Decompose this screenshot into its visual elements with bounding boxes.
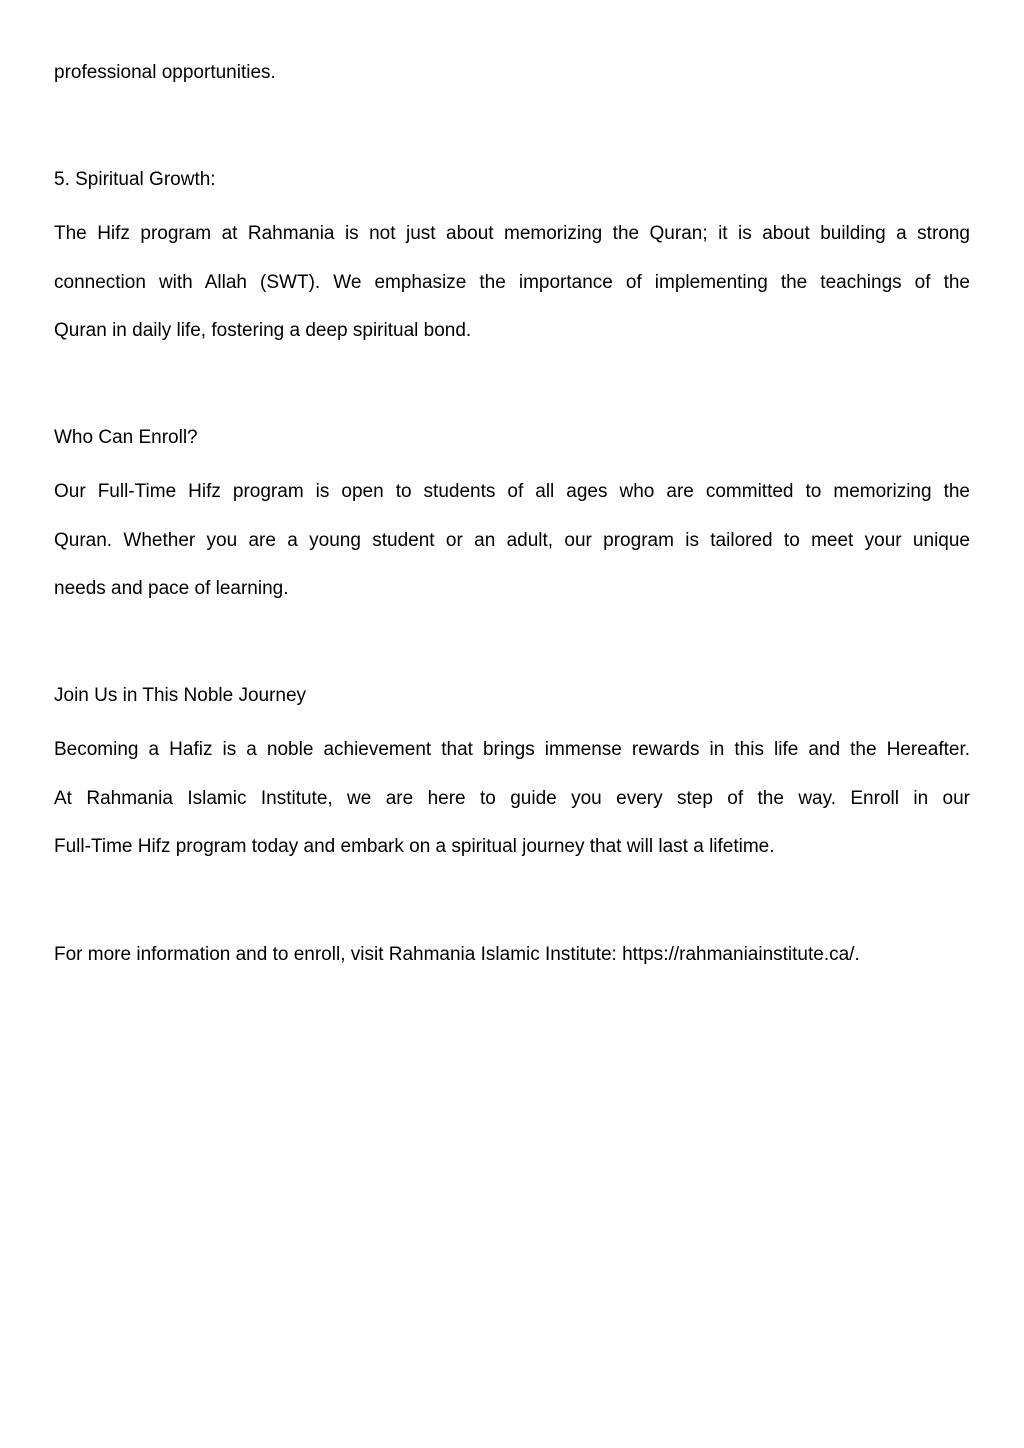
- paragraph-line: needs and pace of learning.: [54, 578, 289, 599]
- paragraph-line: At Rahmania Islamic Institute, we are here to guide you every step of the way. Enroll in our: [54, 788, 970, 809]
- intro-tail-text: professional opportunities.: [54, 62, 276, 83]
- paragraph-line: connection with Allah (SWT). We emphasize the importance of implementing the teachings of the: [54, 272, 970, 293]
- section-heading-join-us: Join Us in This Noble Journey: [54, 685, 307, 706]
- paragraph-line: Becoming a Hafiz is a noble achievement that brings immense rewards in this life and the Hereafter.: [54, 739, 970, 760]
- paragraph-line: Quran in daily life, fostering a deep spiritual bond.: [54, 320, 472, 341]
- closing-link-text: For more information and to enroll, visit Rahmania Islamic Institute: https://rahmaniainstitute.ca/.: [54, 944, 860, 965]
- paragraph-line: Our Full-Time Hifz program is open to students of all ages who are committed to memorizing the: [54, 481, 970, 502]
- paragraph-line: The Hifz program at Rahmania is not just about memorizing the Quran; it is about building a strong: [54, 223, 970, 244]
- section-heading-who-can-enroll: Who Can Enroll?: [54, 427, 198, 448]
- section-heading-spiritual-growth: 5. Spiritual Growth:: [54, 169, 216, 190]
- paragraph-line: Quran. Whether you are a young student or an adult, our program is tailored to meet your unique: [54, 530, 970, 551]
- paragraph-line: Full-Time Hifz program today and embark on a spiritual journey that will last a lifetime.: [54, 836, 775, 857]
